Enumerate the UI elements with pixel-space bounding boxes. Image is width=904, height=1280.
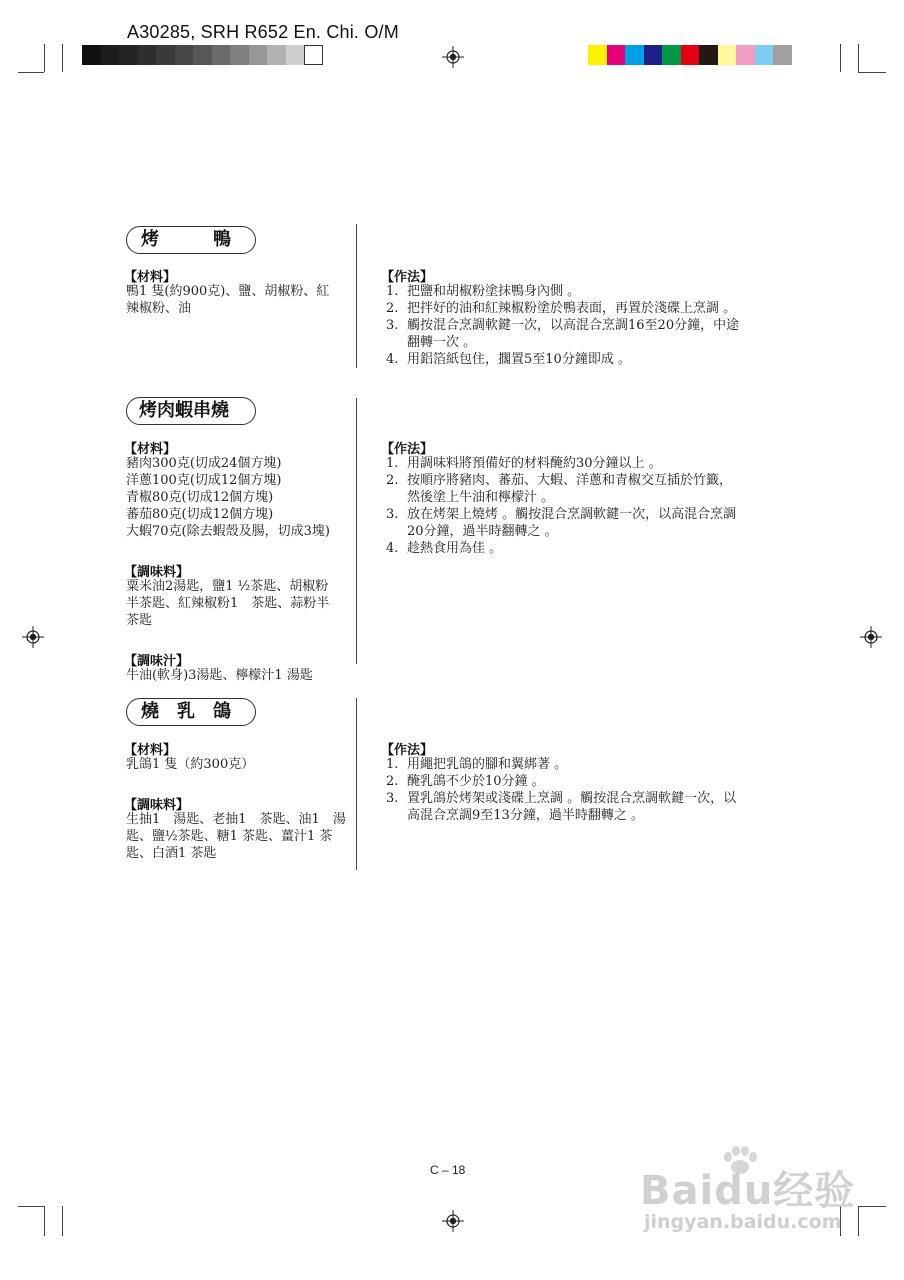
color-swatch: [736, 45, 755, 65]
registration-mark-icon: [442, 1210, 464, 1232]
step-text: 按順序將豬肉、蕃茄、大蝦、洋蔥和青椒交互插於竹籤，: [407, 473, 733, 488]
recipe-title: 燒 乳 鴿: [126, 698, 256, 726]
color-swatch: [681, 45, 700, 65]
registration-mark-icon: [22, 626, 44, 648]
color-swatch: [625, 45, 644, 65]
step-text: 醃乳鴿不少於10分鐘 。: [407, 774, 545, 789]
ingredients-line: 洋蔥100克(切成12個方塊): [126, 473, 282, 488]
seasoning-line: 生抽1 湯匙、老抽1 茶匙、油1 湯: [126, 812, 346, 827]
step-number: 2.: [386, 774, 399, 789]
column-divider: [356, 398, 357, 664]
method-heading: 【作法】: [381, 743, 434, 758]
step-text: 用鋁箔紙包住，擱置5至10分鐘即成 。: [407, 352, 631, 367]
color-swatch: [773, 45, 792, 65]
gray-swatch: [138, 45, 157, 65]
sauce-heading: 【調味汁】: [124, 654, 190, 669]
gray-swatch: [119, 45, 138, 65]
step-number: 4.: [386, 541, 399, 556]
gray-swatch: [249, 45, 268, 65]
ingredients-line: 青椒80克(切成12個方塊): [126, 490, 274, 505]
step-number: 4.: [386, 352, 399, 367]
ingredients-line: 豬肉300克(切成24個方塊): [126, 456, 282, 471]
page-number: C – 18: [430, 1163, 466, 1177]
step-text: 翻轉一次 。: [407, 335, 477, 350]
document-code: A30285, SRH R652 En. Chi. O/M: [127, 22, 399, 42]
gray-swatch: [286, 45, 305, 65]
seasoning-line: 匙、鹽½茶匙、糖1 茶匙、薑汁1 茶: [126, 829, 333, 844]
seasoning-line: 匙、白酒1 茶匙: [126, 846, 217, 861]
step-text: 高混合烹調9至13分鐘，過半時翻轉之 。: [407, 808, 644, 823]
step-number: 1.: [386, 456, 399, 471]
method-heading: 【作法】: [381, 270, 434, 285]
seasoning-heading: 【調味料】: [124, 798, 190, 813]
column-divider: [356, 224, 357, 368]
gray-swatch: [175, 45, 194, 65]
step-number: 1.: [386, 284, 399, 299]
ingredients-line: 乳鴿1 隻（約300克）: [126, 757, 255, 772]
step-number: 3.: [386, 791, 399, 806]
color-swatch: [755, 45, 774, 65]
registration-mark-icon: [442, 46, 464, 68]
recipe-title: 烤肉蝦串燒: [126, 397, 256, 425]
ingredients-heading: 【材料】: [124, 743, 177, 758]
method-heading: 【作法】: [381, 442, 434, 457]
step-text: 放在烤架上燒烤 。觸按混合烹調軟鍵一次，以高混合烹調: [407, 507, 737, 522]
color-swatch: [699, 45, 718, 65]
gray-swatch: [156, 45, 175, 65]
step-number: 1.: [386, 757, 399, 772]
step-number: 2.: [386, 473, 399, 488]
ingredients-line: 蕃茄80克(切成12個方塊): [126, 507, 274, 522]
ingredients-line: 辣椒粉、油: [126, 301, 192, 316]
step-text: 置乳鴿於烤架或淺碟上烹調 。觸按混合烹調軟鍵一次，以: [407, 791, 737, 806]
watermark-url: jingyan.baidu.com: [644, 1211, 842, 1233]
color-swatch: [588, 45, 607, 65]
color-swatch: [607, 45, 626, 65]
step-text: 把鹽和胡椒粉塗抹鴨身內側 。: [407, 284, 581, 299]
ingredients-heading: 【材料】: [124, 270, 177, 285]
gray-swatch: [230, 45, 249, 65]
step-text: 20分鐘，過半時翻轉之 。: [407, 524, 558, 539]
step-number: 3.: [386, 318, 399, 333]
gray-swatch: [193, 45, 212, 65]
seasoning-heading: 【調味料】: [124, 565, 190, 580]
color-swatch: [644, 45, 663, 65]
step-text: 用繩把乳鴿的腳和翼綁著 。: [407, 757, 568, 772]
ingredients-line: 鴨1 隻(約900克)、鹽、胡椒粉、紅: [126, 284, 330, 299]
seasoning-line: 茶匙: [126, 613, 153, 628]
step-number: 2.: [386, 301, 399, 316]
color-swatch: [662, 45, 681, 65]
gray-swatch: [101, 45, 120, 65]
seasoning-line: 半茶匙、紅辣椒粉1 茶匙、蒜粉半: [126, 596, 330, 611]
ingredients-line: 大蝦70克(除去蝦殼及腸，切成3塊): [126, 524, 330, 539]
step-text: 觸按混合烹調軟鍵一次，以高混合烹調16至20分鐘，中途: [407, 318, 740, 333]
gray-swatch: [267, 45, 286, 65]
baidu-watermark: [640, 1145, 880, 1245]
recipe-title: 烤 鴨: [126, 226, 256, 254]
registration-mark-icon: [860, 626, 882, 648]
gray-swatch: [82, 45, 101, 65]
gray-swatch: [212, 45, 231, 65]
sauce-line: 牛油(軟身)3湯匙、檸檬汁1 湯匙: [126, 668, 313, 683]
color-swatch: [718, 45, 737, 65]
step-text: 用調味料將預備好的材料醃約30分鐘以上 。: [407, 456, 662, 471]
column-divider: [356, 698, 357, 870]
watermark-logo: Baidu经验: [640, 1168, 856, 1214]
color-calibration-bar: [588, 45, 792, 65]
step-text: 然後塗上牛油和檸檬汁 。: [407, 490, 555, 505]
gray-swatch: [304, 45, 323, 65]
grayscale-calibration-bar: [82, 45, 323, 65]
ingredients-heading: 【材料】: [124, 442, 177, 457]
seasoning-line: 粟米油2湯匙，鹽1 ½茶匙、胡椒粉: [126, 579, 329, 594]
step-text: 把拌好的油和紅辣椒粉塗於鴨表面，再置於淺碟上烹調 。: [407, 301, 737, 316]
step-number: 3.: [386, 507, 399, 522]
step-text: 趁熱食用為佳 。: [407, 541, 503, 556]
